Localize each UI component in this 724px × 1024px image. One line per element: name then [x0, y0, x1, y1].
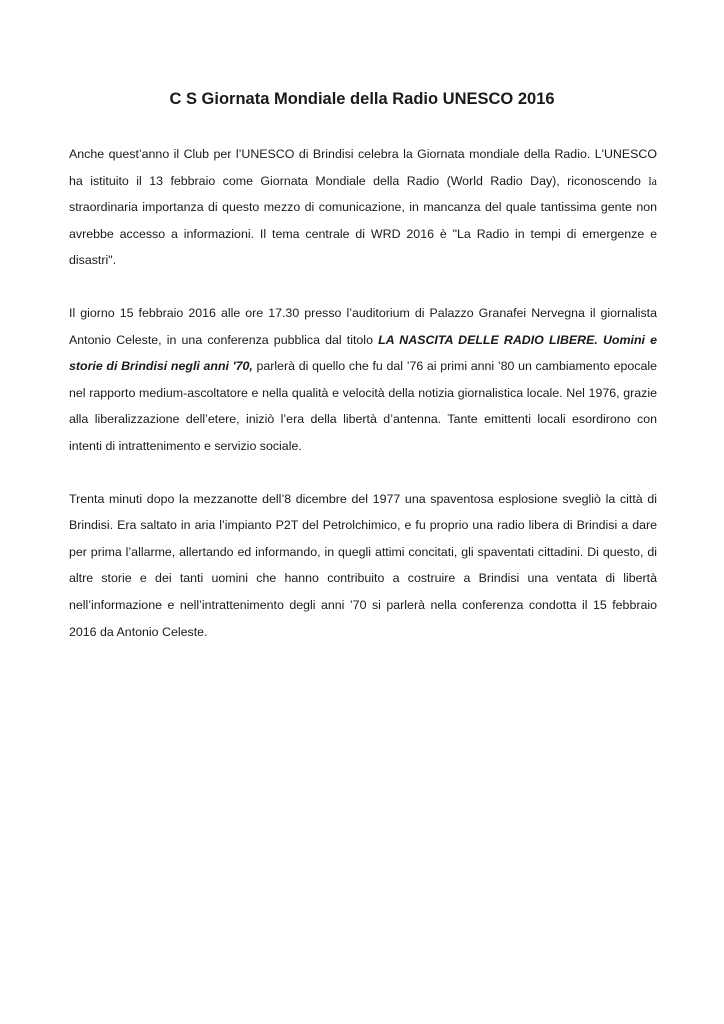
paragraph-3: Trenta minuti dopo la mezzanotte dell’8 dicembre del 1977 una spaventosa esplosione svegliò la città di Brindisi. Era saltato in aria l’impianto P2T del Petrolchimico, e fu proprio una radio libera di Brindisi a dare per prima l’allarme, allertando ed informando, in quegli attimi concitati, gli spaventati cittadini. Di questo, di altre storie e dei tanti uomini che hanno contribuito a costruire a Brindisi una ventata di libertà nell’informazione e nell’intrattenimento degli anni ’70 si parlerà nella conferenza condotta il 15 febbraio 2016 da Antonio Celeste. [69, 491, 657, 639]
document-body [69, 141, 657, 645]
paragraph-2-text-start: Il giorno 15 febbraio 2016 alle ore 17.30 presso l’auditorium di Palazzo Granafei Nervegna il giornalista Antonio Celeste, in una conferenza pubblica dal titolo [69, 305, 657, 347]
paragraph-2 [69, 300, 657, 460]
document-title: C S Giornata Mondiale della Radio UNESCO 2016 [169, 90, 555, 108]
paragraph-1-text-end: straordinaria importanza di questo mezzo di comunicazione, in mancanza del quale tantissima gente non avrebbe accesso a informazioni. Il tema centrale di WRD 2016 è "La Radio in tempi di emergenze e disastri". [69, 200, 657, 268]
paragraph-1 [69, 141, 657, 274]
conference-title: LA NASCITA DELLE RADIO LIBERE. Uomini e storie di Brindisi negli anni '70, [69, 332, 657, 374]
paragraph-2-text-end: parlerà di quello che fu dal ’76 ai primi anni ’80 un cambiamento epocale nel rapporto medium-ascoltatore e nella qualità e velocità della notizia giornalistica locale. Nel 1976, grazie alla liberalizzazione dell’etere, iniziò l’era della libertà d’antenna. Tante emittenti locali esordirono con intenti di intrattenimento e servizio sociale. [69, 359, 657, 453]
paragraph-1-article: la [648, 173, 657, 188]
paragraph-1-text-start: Anche quest’anno il Club per l’UNESCO di Brindisi celebra la Giornata mondiale della Radio. L'UNESCO ha istituito il 13 febbraio come Giornata Mondiale della Radio (World Radio Day), riconoscendo [69, 147, 657, 188]
